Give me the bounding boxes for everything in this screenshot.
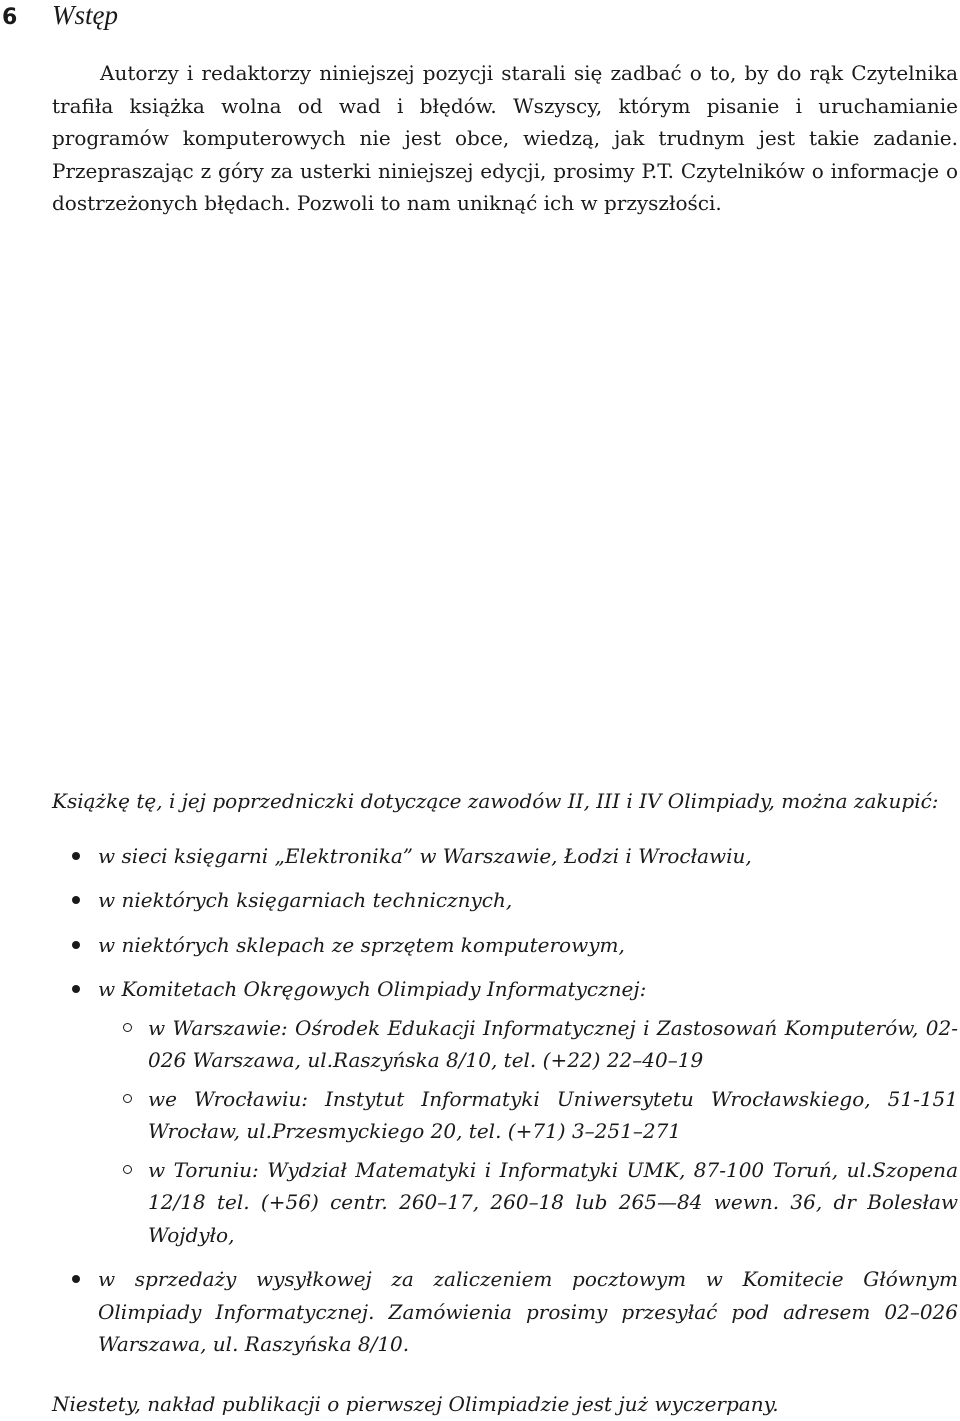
sublist-item: w Warszawie: Ośrodek Edukacji Informatycznej i Zastosowań Komputerów, 02-026 Warszawa, ul.Raszyńska 8/10, tel. (+22) 22–40–19: [52, 1012, 958, 1077]
sublist-item: w Toruniu: Wydział Matematyki i Informatyki UMK, 87-100 Toruń, ul.Szopena 12/18 tel. (+56) centr. 260–17, 260–18 lub 265—84 wewn. 36, dr Bolesław Wojdyło,: [52, 1154, 958, 1252]
page-header: [0, 0, 118, 40]
page-number: 6: [2, 5, 18, 30]
purchase-list: [52, 840, 958, 1361]
sublist-item: we Wrocławiu: Instytut Informatyki Uniwersytetu Wrocławskiego, 51-151 Wrocław, ul.Przesmyckiego 20, tel. (+71) 3–251–271: [52, 1083, 958, 1148]
purchase-notice: [52, 785, 958, 1361]
notice-lead: Książkę tę, i jej poprzedniczki dotyczące zawodów II, III i IV Olimpiady, można zakupić:: [52, 789, 939, 813]
closing-note: Niestety, nakład publikacji o pierwszej Olimpiadzie jest już wyczerpany.: [52, 1392, 779, 1416]
list-item-committees: [52, 973, 958, 1251]
committee-sublist: [98, 1012, 958, 1252]
list-item: w niektórych sklepach ze sprzętem komputerowym,: [52, 929, 958, 962]
list-item: w niektórych księgarniach technicznych,: [52, 884, 958, 917]
intro-paragraph: Autorzy i redaktorzy niniejszej pozycji starali się zadbać o to, by do rąk Czytelnika trafiła książka wolna od wad i błędów. Wszyscy, którym pisanie i uruchamianie programów komputerowych nie jest obce, wiedzą, jak trudnym jest takie zadanie. Przepraszając z góry za usterki niniejszej edycji, prosimy P.T. Czytelników o informacje o dostrzeżonych błędach. Pozwoli to nam uniknąć ich w przyszłości.: [52, 61, 958, 215]
list-item: w sieci księgarni „Elektronika” w Warszawie, Łodzi i Wrocławiu,: [52, 840, 958, 873]
chapter-title: Wstęp: [52, 0, 118, 30]
list-item: w sprzedaży wysyłkowej za zaliczeniem pocztowym w Komitecie Głównym Olimpiady Informatycznej. Zamówienia prosimy przesyłać pod adresem 02–026 Warszawa, ul. Raszyńska 8/10.: [52, 1263, 958, 1361]
list-item-label: w Komitetach Okręgowych Olimpiady Informatycznej:: [98, 977, 647, 1001]
